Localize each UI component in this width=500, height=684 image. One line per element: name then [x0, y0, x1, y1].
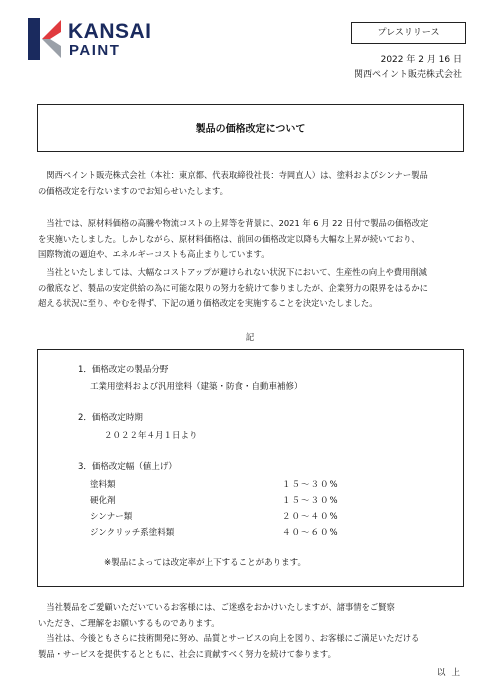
rate-note: ※製品によっては改定率が上下することがあります。 — [104, 558, 306, 568]
section-1-title: 1．価格改定の製品分野 — [78, 365, 169, 375]
section-1-body: 工業用塗料および汎用塗料（建築・防食・自動車補修） — [90, 382, 303, 392]
decision-paragraph: 当社といたしましては、大幅なコストアップが避けられない状況下において、生産性の向上や費用削減 の徹底など、製品の安定供給の為に可能な限りの努力を続けて参りましたが、企業努力の限界をはるかに 超える状況に至り、やむを得ず、下記の通り価格改定を実施することを決定いたしました。 — [38, 267, 428, 308]
rate-item-value: １５～３０% — [282, 496, 339, 506]
intro-paragraph: 関西ペイント販売株式会社（本社：東京都、代表取締役社長：寺岡直人）は、塗料およびシンナー製品 の価格改定を行ないますのでお知らせいたします。 — [38, 170, 428, 196]
rate-item-name: シンナー類 — [90, 512, 133, 522]
ki-mark: 記 — [245, 333, 255, 343]
document-title: 製品の価格改定について — [195, 124, 306, 135]
release-date: 2022 年 2 月 16 日 — [380, 55, 462, 65]
rate-item-name: 硬化剤 — [90, 496, 116, 506]
rate-item-value: ４０～６０% — [282, 528, 339, 538]
rate-item-value: ２０～４０% — [282, 512, 339, 522]
kansai-paint-logo — [28, 18, 168, 62]
details-box — [37, 349, 464, 587]
logo-mark-icon — [28, 18, 64, 60]
rate-item-name: ジンクリッチ系塗料類 — [90, 528, 175, 538]
background-paragraph: 当社では、原材料価格の高騰や物流コストの上昇等を背景に、2021 年 6 月 22 日付で製品の価格改定 を実施いたしました。しかしながら、原材料価格は、前回の価格改定以降も大幅な上昇が続いており、 国際物流の逼迫や、エネルギーコストも高止まりしています。 — [38, 218, 429, 259]
company-name: 関西ペイント販売株式会社 — [353, 70, 462, 80]
section-3-title: 3．価格改定幅（値上げ） — [78, 462, 177, 472]
press-release-label: プレスリリース — [351, 22, 466, 44]
section-2-title: 2．価格改定時期 — [78, 413, 143, 423]
section-2-body: ２０２２年４月１日より — [104, 431, 198, 441]
rate-item-name: 塗料類 — [90, 480, 116, 490]
rate-item-value: １５～３０% — [282, 480, 339, 490]
title-box — [37, 104, 464, 152]
closing-paragraph: 当社製品をご愛顧いただいているお客様には、ご迷惑をおかけいたしますが、諸事情をご賢察 いただき、ご理解をお願いするものであります。 当社は、今後ともさらに技術開発に努め、品質とサービスの向上を図り、お客様にご満足いただける 製品・サービスを提供するとともに、社会に貢献すべく努力を続けて参ります。 — [38, 602, 420, 659]
end-mark: 以上 — [436, 668, 466, 678]
logo-text-kansai: KANSAI — [68, 20, 152, 43]
logo-text-paint: PAINT — [69, 42, 121, 59]
